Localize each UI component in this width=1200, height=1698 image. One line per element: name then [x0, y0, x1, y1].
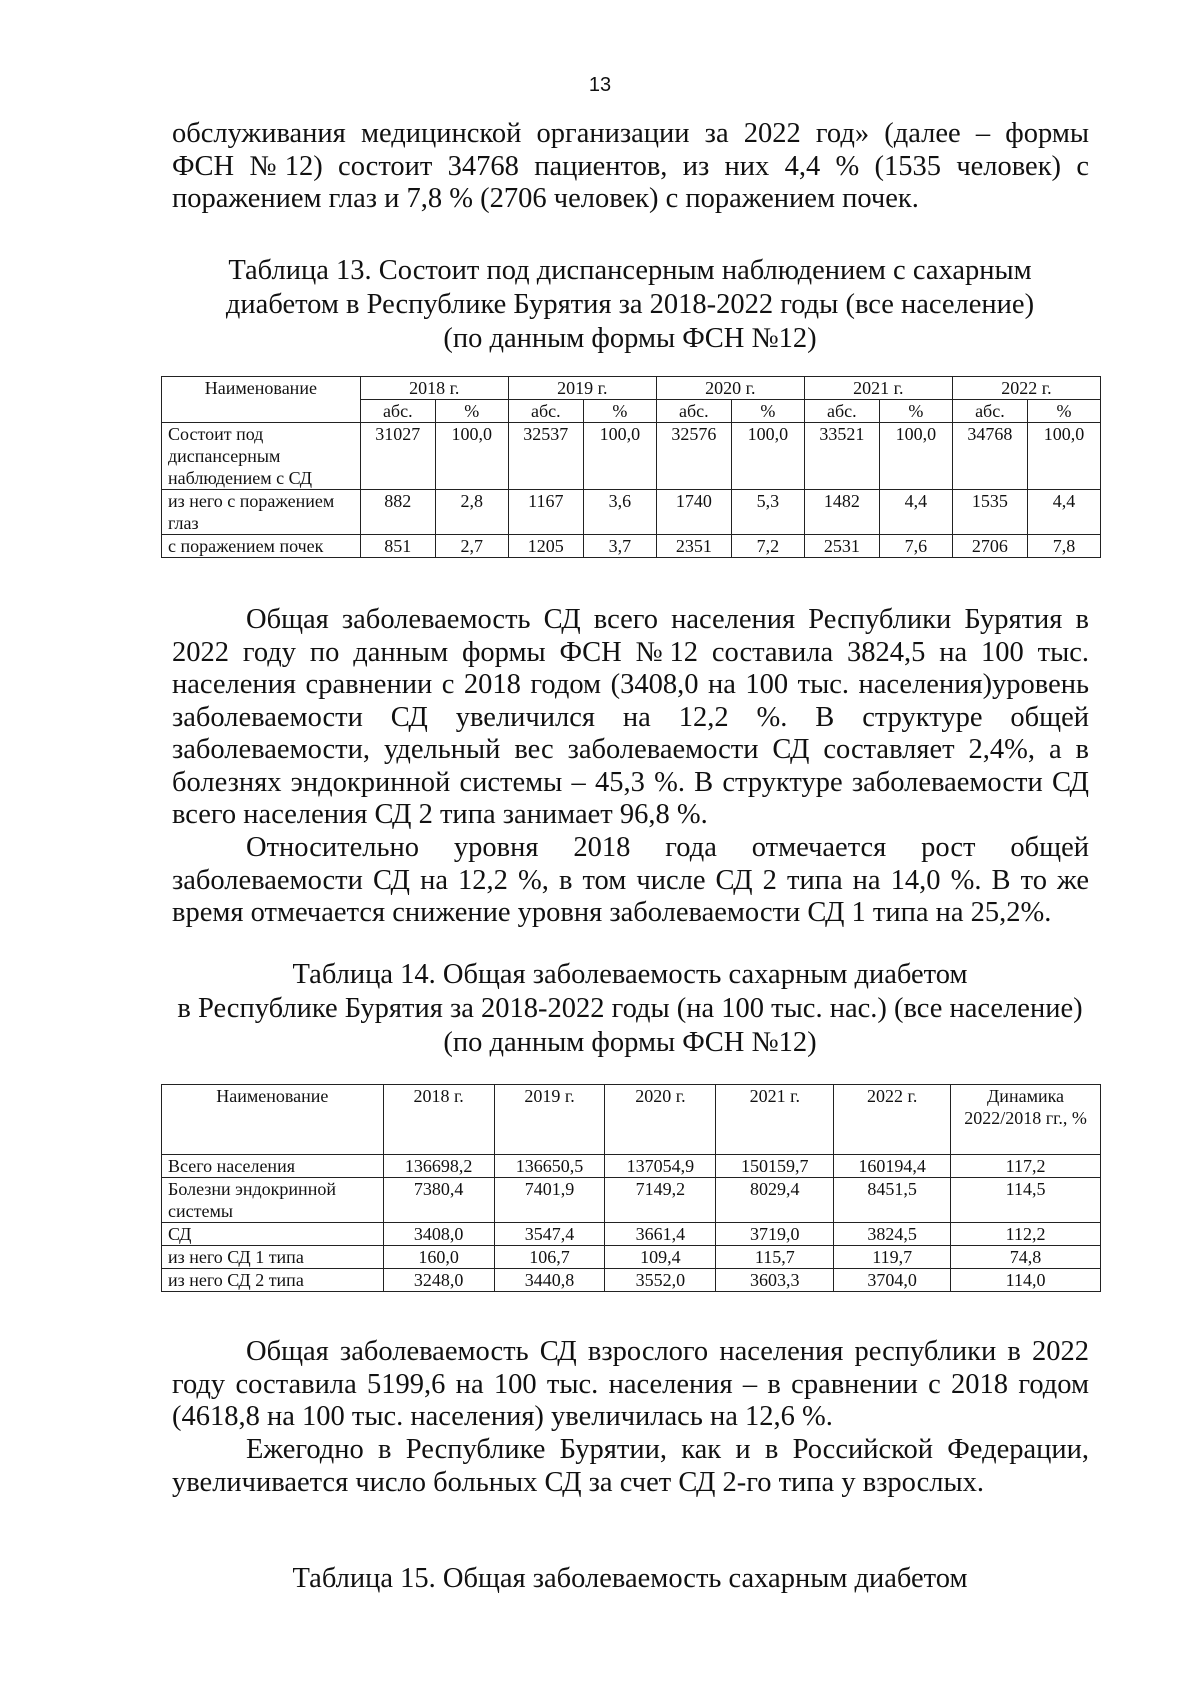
cell: 2706 — [952, 535, 1027, 558]
table13-pct-header: % — [583, 400, 656, 423]
table14-header: 2021 г. — [716, 1085, 834, 1155]
table14-header: Динамика 2022/2018 гг., % — [951, 1085, 1101, 1155]
cell: 3,7 — [583, 535, 656, 558]
table14-header: 2019 г. — [494, 1085, 605, 1155]
cell: 2,7 — [435, 535, 508, 558]
cell: 114,5 — [951, 1178, 1101, 1223]
cell: 100,0 — [583, 423, 656, 490]
cell: 160,0 — [383, 1246, 494, 1269]
table14-header: 2020 г. — [605, 1085, 716, 1155]
table14 — [161, 1084, 1101, 1292]
table13-abs-header: абс. — [804, 400, 879, 423]
cell: 7401,9 — [494, 1178, 605, 1223]
table13-caption-line-2: диабетом в Республике Бурятия за 2018-2022 годы (все население) — [225, 289, 1035, 320]
cell: 136698,2 — [383, 1155, 494, 1178]
cell: 1205 — [508, 535, 583, 558]
table13-caption-line-3: (по данным формы ФСН №12) — [443, 323, 817, 354]
cell: 114,0 — [951, 1269, 1101, 1292]
cell: 3248,0 — [383, 1269, 494, 1292]
cell: 4,4 — [879, 490, 952, 535]
table13-year-header: 2020 г. — [656, 377, 804, 400]
table14-header-row — [162, 1085, 1101, 1155]
cell: 109,4 — [605, 1246, 716, 1269]
paragraph-growth: Относительно уровня 2018 года отмечается рост общей заболеваемости СД на 12,2 %, в том числе СД 2 типа на 14,0 %. В то же время отмечается снижение уровня заболеваемости СД 1 типа на 25,2%. — [172, 832, 1089, 928]
cell: 7,8 — [1027, 535, 1100, 558]
cell: 2531 — [804, 535, 879, 558]
table-row — [162, 1269, 1101, 1292]
paragraph-incidence: Общая заболеваемость СД всего населения Республики Бурятия в 2022 году по данным формы ФСН №12 составила 3824,5 на 100 тыс. населения сравнении с 2018 годом (3408,0 на 100 тыс. населения)уровень заболеваемости СД увеличился на 12,2 %. В структуре общей заболеваемости, удельный вес заболеваемости СД составляет 2,4%, а в болезнях эндокринной системы – 45,3 %. В структуре заболеваемости СД всего населения СД 2 типа занимает 96,8 %. — [172, 604, 1089, 830]
table13-year-header: 2018 г. — [360, 377, 508, 400]
cell: 119,7 — [834, 1246, 951, 1269]
row-name: с поражением почек — [162, 535, 361, 558]
table13-abs-header: абс. — [508, 400, 583, 423]
cell: 2351 — [656, 535, 731, 558]
cell: 136650,5 — [494, 1155, 605, 1178]
row-name: Состоит под диспансерным наблюдением с СД — [162, 423, 361, 490]
cell: 1167 — [508, 490, 583, 535]
cell: 100,0 — [435, 423, 508, 490]
row-name: из него СД 1 типа — [162, 1246, 384, 1269]
table-row — [162, 1246, 1101, 1269]
cell: 3824,5 — [834, 1223, 951, 1246]
row-name: Болезни эндокринной системы — [162, 1178, 384, 1223]
cell: 117,2 — [951, 1155, 1101, 1178]
table14-header: 2022 г. — [834, 1085, 951, 1155]
cell: 3547,4 — [494, 1223, 605, 1246]
table13-name-header: Наименование — [162, 377, 361, 423]
table13-caption-line-1: Таблица 13. Состоит под диспансерным наблюдением с сахарным — [228, 255, 1032, 286]
table13-caption — [150, 254, 1110, 356]
cell: 3719,0 — [716, 1223, 834, 1246]
table14-header: 2018 г. — [383, 1085, 494, 1155]
cell: 1535 — [952, 490, 1027, 535]
cell: 160194,4 — [834, 1155, 951, 1178]
cell: 3440,8 — [494, 1269, 605, 1292]
table13-year-header: 2019 г. — [508, 377, 656, 400]
cell: 3661,4 — [605, 1223, 716, 1246]
cell: 32576 — [656, 423, 731, 490]
cell: 3552,0 — [605, 1269, 716, 1292]
table14-caption-line-2: в Республике Бурятия за 2018-2022 годы (на 100 тыс. нас.) (все население) — [177, 993, 1083, 1024]
table-row — [162, 1155, 1101, 1178]
cell: 3408,0 — [383, 1223, 494, 1246]
cell: 851 — [360, 535, 435, 558]
cell: 100,0 — [1027, 423, 1100, 490]
table13-abs-header: абс. — [360, 400, 435, 423]
row-name: из него с поражением глаз — [162, 490, 361, 535]
cell: 74,8 — [951, 1246, 1101, 1269]
table14-caption — [150, 958, 1110, 1060]
cell: 115,7 — [716, 1246, 834, 1269]
cell: 106,7 — [494, 1246, 605, 1269]
cell: 1740 — [656, 490, 731, 535]
table-row — [162, 423, 1101, 490]
cell: 882 — [360, 490, 435, 535]
paragraph-annual-trend: Ежегодно в Республике Бурятии, как и в Российской Федерации, увеличивается число больных СД за счет СД 2-го типа у взрослых. — [172, 1434, 1089, 1498]
cell: 33521 — [804, 423, 879, 490]
table13-pct-header: % — [435, 400, 508, 423]
table14-caption-line-1: Таблица 14. Общая заболеваемость сахарным диабетом — [292, 959, 968, 990]
page-number: 13 — [588, 74, 612, 96]
cell: 8029,4 — [716, 1178, 834, 1223]
cell: 137054,9 — [605, 1155, 716, 1178]
table13 — [161, 376, 1101, 558]
table14-header: Наименование — [162, 1085, 384, 1155]
table-row — [162, 490, 1101, 535]
table13-pct-header: % — [1027, 400, 1100, 423]
row-name: из него СД 2 типа — [162, 1269, 384, 1292]
table-row — [162, 535, 1101, 558]
cell: 7149,2 — [605, 1178, 716, 1223]
table13-year-header: 2021 г. — [804, 377, 952, 400]
table-row — [162, 1178, 1101, 1223]
table15-caption: Таблица 15. Общая заболеваемость сахарным диабетом — [292, 1563, 968, 1594]
table13-abs-header: абс. — [656, 400, 731, 423]
cell: 8451,5 — [834, 1178, 951, 1223]
cell: 32537 — [508, 423, 583, 490]
cell: 112,2 — [951, 1223, 1101, 1246]
table13-year-header: 2022 г. — [952, 377, 1100, 400]
cell: 7380,4 — [383, 1178, 494, 1223]
table-row — [162, 1223, 1101, 1246]
cell: 2,8 — [435, 490, 508, 535]
row-name: Всего населения — [162, 1155, 384, 1178]
cell: 34768 — [952, 423, 1027, 490]
table13-header-row — [162, 377, 1101, 400]
table13-abs-header: абс. — [952, 400, 1027, 423]
cell: 3603,3 — [716, 1269, 834, 1292]
table13-pct-header: % — [731, 400, 804, 423]
cell: 3,6 — [583, 490, 656, 535]
cell: 4,4 — [1027, 490, 1100, 535]
paragraph-adult-incidence: Общая заболеваемость СД взрослого населения республики в 2022 году составила 5199,6 на 100 тыс. населения – в сравнении с 2018 годом (4618,8 на 100 тыс. населения) увеличилась на 12,6 %. — [172, 1336, 1089, 1432]
cell: 7,6 — [879, 535, 952, 558]
cell: 100,0 — [879, 423, 952, 490]
paragraph-intro: обслуживания медицинской организации за 2022 год» (далее – формы ФСН №12) состоит 34768 пациентов, из них 4,4 % (1535 человек) с поражением глаз и 7,8 % (2706 человек) с поражением почек. — [172, 118, 1089, 214]
cell: 3704,0 — [834, 1269, 951, 1292]
row-name: СД — [162, 1223, 384, 1246]
cell: 1482 — [804, 490, 879, 535]
cell: 5,3 — [731, 490, 804, 535]
cell: 100,0 — [731, 423, 804, 490]
cell: 7,2 — [731, 535, 804, 558]
table14-caption-line-3: (по данным формы ФСН №12) — [443, 1027, 817, 1058]
cell: 150159,7 — [716, 1155, 834, 1178]
cell: 31027 — [360, 423, 435, 490]
table13-pct-header: % — [879, 400, 952, 423]
